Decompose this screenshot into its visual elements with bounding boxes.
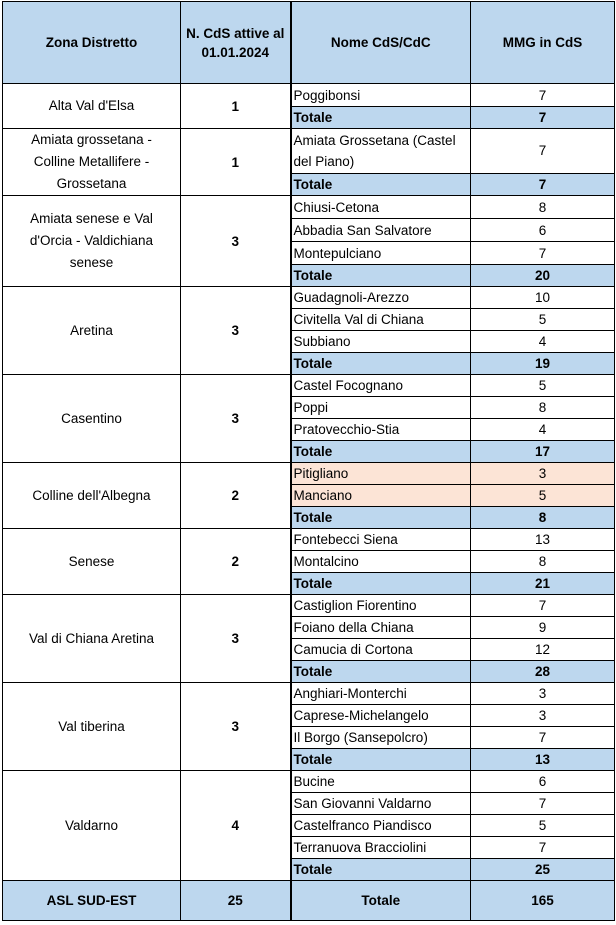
cds-name-cell: Poggibonsi <box>291 84 471 107</box>
cds-name-cell: Castelfranco Piandisco <box>291 815 471 837</box>
cds-name-cell: San Giovanni Valdarno <box>291 793 471 815</box>
header-row <box>3 2 615 84</box>
total-value: 21 <box>471 573 615 595</box>
mmg-cell: 6 <box>471 771 615 793</box>
table-row <box>3 529 615 551</box>
cds-name-cell: Chiusi-Cetona <box>291 196 471 219</box>
count-cell: 1 <box>181 129 291 196</box>
total-value: 7 <box>471 173 615 195</box>
zona-cell: Alta Val d'Elsa <box>3 84 181 129</box>
mmg-cell: 7 <box>471 837 615 859</box>
mmg-cell: 13 <box>471 529 615 551</box>
mmg-cell: 6 <box>471 219 615 242</box>
cds-name-cell: Civitella Val di Chiana <box>291 309 471 331</box>
header-name: Nome CdS/CdC <box>291 2 471 84</box>
mmg-cell: 3 <box>471 705 615 727</box>
cds-name-cell: Poppi <box>291 397 471 419</box>
footer-name: Totale <box>291 881 471 921</box>
header-count: N. CdS attive al 01.01.2024 <box>181 2 291 84</box>
mmg-cell: 12 <box>471 639 615 661</box>
total-value: 17 <box>471 441 615 463</box>
mmg-cell: 9 <box>471 617 615 639</box>
cds-name-cell: Castiglion Fiorentino <box>291 595 471 617</box>
mmg-cell: 5 <box>471 485 615 507</box>
cds-name-cell: Terranuova Bracciolini <box>291 837 471 859</box>
footer-count: 25 <box>181 881 291 921</box>
mmg-cell: 8 <box>471 397 615 419</box>
mmg-cell: 7 <box>471 793 615 815</box>
total-label: Totale <box>291 859 471 881</box>
table-row <box>3 129 615 174</box>
total-label: Totale <box>291 353 471 375</box>
total-value: 28 <box>471 661 615 683</box>
mmg-cell: 8 <box>471 551 615 573</box>
total-label: Totale <box>291 107 471 129</box>
table-row <box>3 463 615 485</box>
zona-cell: Amiata grossetana - Colline Metallifere - Grossetana <box>3 129 181 196</box>
cds-name-cell: Amiata Grossetana (Castel del Piano) <box>291 129 471 174</box>
mmg-cell: 7 <box>471 242 615 265</box>
mmg-cell: 7 <box>471 84 615 107</box>
total-value: 25 <box>471 859 615 881</box>
total-label: Totale <box>291 661 471 683</box>
header-mmg: MMG in CdS <box>471 2 615 84</box>
cds-table <box>2 1 615 921</box>
table-row <box>3 287 615 309</box>
count-cell: 3 <box>181 683 291 771</box>
cds-name-cell: Guadagnoli-Arezzo <box>291 287 471 309</box>
mmg-cell: 7 <box>471 727 615 749</box>
cds-name-cell: Fontebecci Siena <box>291 529 471 551</box>
mmg-cell: 5 <box>471 815 615 837</box>
cds-name-cell: Il Borgo (Sansepolcro) <box>291 727 471 749</box>
zona-cell: Val di Chiana Aretina <box>3 595 181 683</box>
count-cell: 2 <box>181 463 291 529</box>
table-body <box>3 84 615 881</box>
cds-name-cell: Abbadia San Salvatore <box>291 219 471 242</box>
total-value: 20 <box>471 265 615 287</box>
table-row <box>3 683 615 705</box>
cds-name-cell: Subbiano <box>291 331 471 353</box>
cds-name-cell: Manciano <box>291 485 471 507</box>
table-row <box>3 375 615 397</box>
cds-name-cell: Foiano della Chiana <box>291 617 471 639</box>
table-row <box>3 595 615 617</box>
cds-name-cell: Pitigliano <box>291 463 471 485</box>
mmg-cell: 8 <box>471 196 615 219</box>
total-label: Totale <box>291 441 471 463</box>
count-cell: 3 <box>181 595 291 683</box>
count-cell: 2 <box>181 529 291 595</box>
mmg-cell: 4 <box>471 331 615 353</box>
zona-cell: Senese <box>3 529 181 595</box>
header-zona: Zona Distretto <box>3 2 181 84</box>
total-value: 19 <box>471 353 615 375</box>
mmg-cell: 3 <box>471 683 615 705</box>
total-label: Totale <box>291 265 471 287</box>
total-value: 7 <box>471 107 615 129</box>
mmg-cell: 4 <box>471 419 615 441</box>
count-cell: 3 <box>181 287 291 375</box>
cds-name-cell: Pratovecchio-Stia <box>291 419 471 441</box>
cds-name-cell: Anghiari-Monterchi <box>291 683 471 705</box>
zona-cell: Val tiberina <box>3 683 181 771</box>
footer-zona: ASL SUD-EST <box>3 881 181 921</box>
zona-cell: Casentino <box>3 375 181 463</box>
cds-name-cell: Camucia di Cortona <box>291 639 471 661</box>
total-label: Totale <box>291 749 471 771</box>
zona-cell: Colline dell'Albegna <box>3 463 181 529</box>
zona-cell: Valdarno <box>3 771 181 881</box>
cds-name-cell: Bucine <box>291 771 471 793</box>
mmg-cell: 5 <box>471 375 615 397</box>
mmg-cell: 3 <box>471 463 615 485</box>
count-cell: 4 <box>181 771 291 881</box>
total-label: Totale <box>291 173 471 195</box>
zona-cell: Aretina <box>3 287 181 375</box>
total-label: Totale <box>291 507 471 529</box>
cds-name-cell: Caprese-Michelangelo <box>291 705 471 727</box>
total-value: 8 <box>471 507 615 529</box>
mmg-cell: 7 <box>471 129 615 174</box>
mmg-cell: 10 <box>471 287 615 309</box>
total-value: 13 <box>471 749 615 771</box>
cds-name-cell: Montalcino <box>291 551 471 573</box>
mmg-cell: 5 <box>471 309 615 331</box>
table-row <box>3 196 615 219</box>
count-cell: 3 <box>181 196 291 287</box>
total-label: Totale <box>291 573 471 595</box>
count-cell: 1 <box>181 84 291 129</box>
table-row <box>3 771 615 793</box>
footer-mmg: 165 <box>471 881 615 921</box>
cds-name-cell: Montepulciano <box>291 242 471 265</box>
footer-row <box>3 881 615 921</box>
cds-name-cell: Castel Focognano <box>291 375 471 397</box>
table-row <box>3 84 615 107</box>
zona-cell: Amiata senese e Val d'Orcia - Valdichiana senese <box>3 196 181 287</box>
mmg-cell: 7 <box>471 595 615 617</box>
count-cell: 3 <box>181 375 291 463</box>
